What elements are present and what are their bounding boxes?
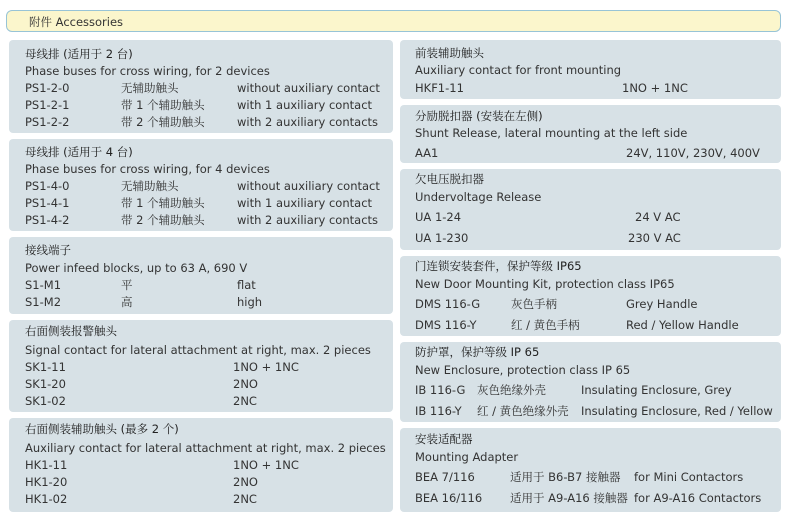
item-value: 1NO + 1NC [233, 458, 299, 472]
item-desc-en: with 2 auxiliary contacts [237, 213, 379, 227]
item-code: UA 1-230 [415, 231, 469, 245]
card-subtitle-en: Power infeed blocks, up to 63 A, 690 V [25, 261, 248, 275]
section-header-title: 附件 Accessories [29, 15, 124, 29]
item-value: 2NC [233, 492, 257, 506]
card-subtitle-en: Phase buses for cross wiring, for 2 devices [25, 64, 270, 78]
section-header [6, 10, 781, 32]
card-title-cn: 母线排 (适用于 2 台) [25, 47, 133, 61]
item-value: 2NC [233, 394, 257, 408]
item-value: 24V, 110V, 230V, 400V [626, 146, 760, 160]
card-front-auxiliary [400, 40, 781, 99]
item-desc-cn: 灰色绝缘外壳 [477, 383, 546, 397]
item-desc-cn: 无辅助触头 [121, 179, 179, 193]
item-desc-en: Red / Yellow Handle [626, 318, 739, 332]
item-value: 2NO [233, 377, 258, 391]
card-shunt-release [400, 105, 781, 163]
item-desc-en: Insulating Enclosure, Grey [581, 383, 732, 397]
item-desc-en: flat [237, 278, 256, 292]
item-code: AA1 [415, 146, 439, 160]
item-desc-en: with 1 auxiliary contact [237, 98, 373, 112]
item-code: DMS 116-Y [415, 318, 477, 332]
item-desc-en: without auxiliary contact [237, 179, 380, 193]
item-code: PS1-4-2 [25, 213, 70, 227]
card-power-infeed [9, 237, 393, 314]
item-code: SK1-11 [25, 360, 66, 374]
item-desc-cn: 红 / 黄色绝缘外壳 [477, 404, 569, 418]
card-subtitle-en: Undervoltage Release [415, 190, 542, 204]
item-code: SK1-02 [25, 394, 66, 408]
card-title-cn: 接线端子 [25, 243, 71, 257]
card-subtitle-en: Auxiliary contact for lateral attachment at right, max. 2 pieces [25, 441, 386, 455]
card-enclosure [400, 342, 781, 422]
card-subtitle-en: Shunt Release, lateral mounting at the left side [415, 126, 688, 140]
item-desc-cn: 带 1 个辅助触头 [121, 196, 205, 210]
item-desc-en: for Mini Contactors [634, 470, 744, 484]
item-desc-en: high [237, 295, 263, 309]
card-title-cn: 右面侧装报警触头 [25, 324, 117, 338]
item-code: PS1-2-1 [25, 98, 70, 112]
item-code: HK1-02 [25, 492, 68, 506]
item-desc-cn: 带 1 个辅助触头 [121, 98, 205, 112]
item-desc-en: with 1 auxiliary contact [237, 196, 373, 210]
card-title-cn: 前装辅助触头 [415, 46, 484, 60]
item-desc-cn: 带 2 个辅助触头 [121, 213, 205, 227]
item-code: IB 116-G [415, 383, 466, 397]
card-signal-contact [9, 320, 393, 412]
item-code: PS1-2-0 [25, 81, 70, 95]
item-desc-cn: 适用于 A9-A16 接触器 [510, 491, 628, 505]
item-code: S1-M1 [25, 278, 62, 292]
item-code: DMS 116-G [415, 297, 481, 311]
card-mounting-adapter [400, 428, 781, 512]
card-title-cn: 右面侧装辅助触头 (最多 2 个) [25, 422, 179, 436]
item-value: 1NO + 1NC [622, 81, 688, 95]
item-desc-en: for A9-A16 Contactors [634, 491, 762, 505]
card-title-cn: 欠电压脱扣器 [415, 172, 484, 186]
card-phase-buses-2 [9, 40, 393, 133]
item-code: HKF1-11 [415, 81, 464, 95]
item-code: PS1-2-2 [25, 115, 70, 129]
item-value: 230 V AC [628, 231, 681, 245]
card-title-cn: 防护罩，保护等级 IP 65 [415, 345, 540, 359]
card-title-cn: 安装适配器 [415, 432, 473, 446]
item-desc-en: Insulating Enclosure, Red / Yellow [581, 404, 773, 418]
item-desc-cn: 高 [121, 295, 133, 309]
item-code: IB 116-Y [415, 404, 462, 418]
card-subtitle-en: New Enclosure, protection class IP 65 [415, 363, 631, 377]
item-desc-cn: 平 [121, 278, 133, 292]
item-code: HK1-11 [25, 458, 68, 472]
item-value: 1NO + 1NC [233, 360, 299, 374]
card-auxiliary-lateral [9, 418, 393, 512]
card-title-cn: 分励脱扣器 (安装在左侧) [415, 109, 543, 123]
item-desc-cn: 适用于 B6-B7 接触器 [510, 470, 621, 484]
card-subtitle-en: Phase buses for cross wiring, for 4 devices [25, 162, 270, 176]
item-code: BEA 7/116 [415, 470, 475, 484]
item-desc-en: without auxiliary contact [237, 81, 380, 95]
card-title-cn: 门连锁安装套件，保护等级 IP65 [415, 259, 582, 273]
item-code: PS1-4-0 [25, 179, 70, 193]
item-desc-en: with 2 auxiliary contacts [237, 115, 379, 129]
card-subtitle-en: Signal contact for lateral attachment at right, max. 2 pieces [25, 343, 371, 357]
item-code: HK1-20 [25, 475, 68, 489]
card-title-cn: 母线排 (适用于 4 台) [25, 145, 133, 159]
card-subtitle-en: Auxiliary contact for front mounting [415, 63, 622, 77]
card-door-mounting-kit [400, 256, 781, 336]
card-subtitle-en: Mounting Adapter [415, 450, 519, 464]
item-value: 24 V AC [635, 210, 681, 224]
item-code: BEA 16/116 [415, 491, 483, 505]
item-desc-en: Grey Handle [626, 297, 698, 311]
card-subtitle-en: New Door Mounting Kit, protection class IP65 [415, 277, 675, 291]
item-desc-cn: 灰色手柄 [511, 297, 557, 311]
item-desc-cn: 带 2 个辅助触头 [121, 115, 205, 129]
item-value: 2NO [233, 475, 258, 489]
item-code: PS1-4-1 [25, 196, 70, 210]
card-phase-buses-4 [9, 139, 393, 231]
item-desc-cn: 红 / 黄色手柄 [511, 318, 580, 332]
item-code: UA 1-24 [415, 210, 462, 224]
card-undervoltage-release [400, 169, 781, 250]
item-desc-cn: 无辅助触头 [121, 81, 179, 95]
item-code: S1-M2 [25, 295, 62, 309]
item-code: SK1-20 [25, 377, 66, 391]
